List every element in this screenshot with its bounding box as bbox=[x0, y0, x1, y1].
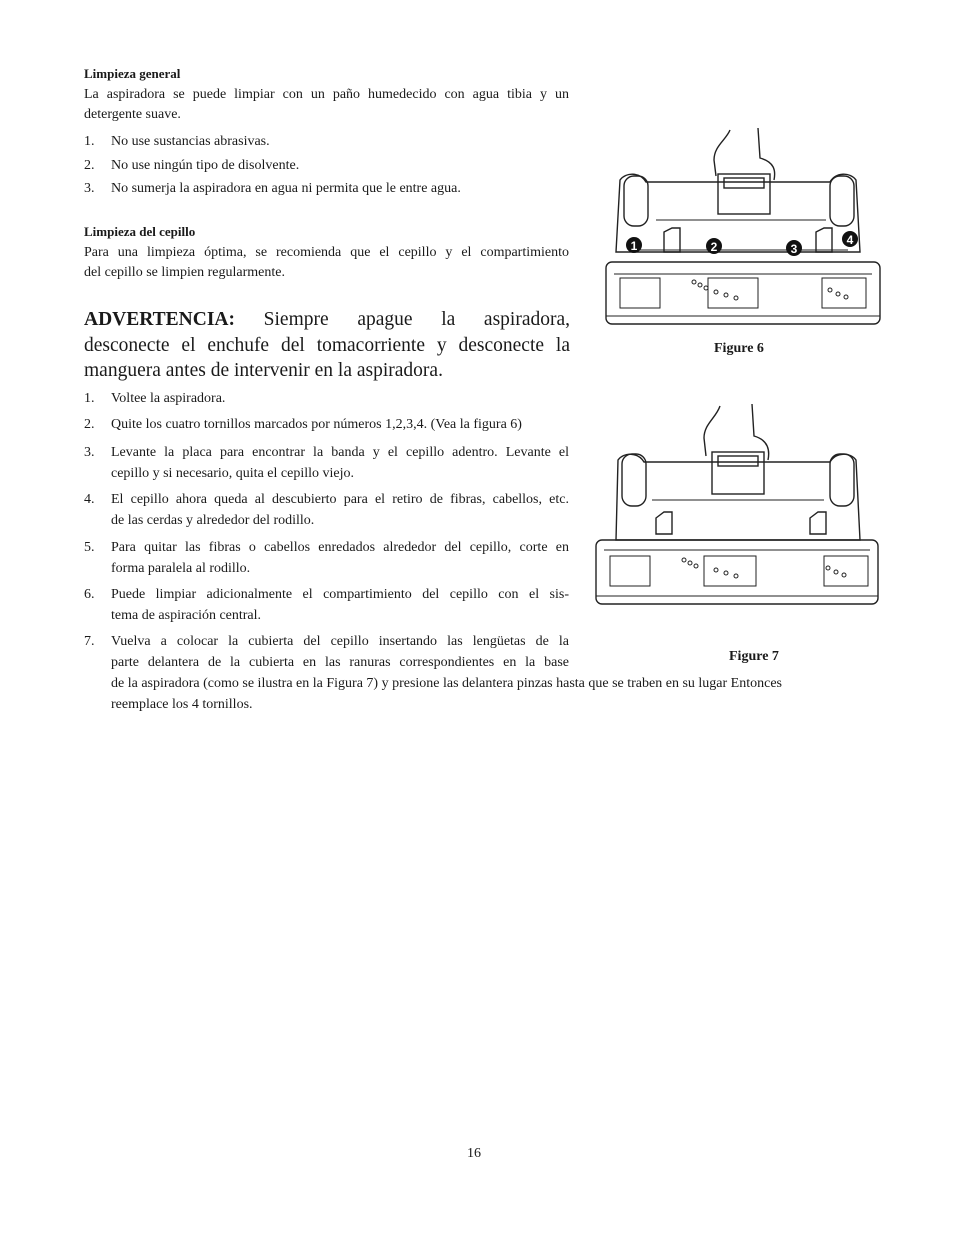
screw-marker-2 bbox=[706, 238, 722, 254]
svg-text:4: 4 bbox=[846, 233, 854, 247]
screw-marker-4 bbox=[842, 231, 858, 247]
warning-block: ADVERTENCIA: Siempre apague la aspiradora, desconecte el enchufe del tomacorriente y desconecte la manguera antes de intervenir en la aspiradora. bbox=[84, 309, 571, 381]
general-cleaning-paragraph: La aspiradora se puede limpiar con un paño humedecido con agua tibia y un detergente suave. bbox=[84, 87, 569, 122]
list-item: 3. No sumerja la aspiradora en agua ni permita que le entre agua. bbox=[84, 181, 461, 196]
page-number: 16 bbox=[467, 1146, 481, 1161]
screw-marker-3 bbox=[786, 240, 802, 256]
svg-text:2: 2 bbox=[710, 240, 718, 254]
figure-7-caption: Figure 7 bbox=[729, 649, 779, 664]
svg-text:3: 3 bbox=[790, 242, 798, 256]
brush-cleaning-paragraph: Para una limpieza óptima, se recomienda que el cepillo y el compartimiento del cepillo se limpien regularmente. bbox=[84, 245, 569, 280]
figure-6-vacuum-underside bbox=[598, 120, 888, 330]
figure-6-caption: Figure 6 bbox=[714, 341, 764, 356]
list-item: 1. No use sustancias abrasivas. bbox=[84, 134, 270, 149]
section-heading-general-cleaning: Limpieza general bbox=[84, 66, 181, 81]
section-heading-brush-cleaning: Limpieza del cepillo bbox=[84, 224, 196, 239]
figure-7-vacuum-underside bbox=[592, 400, 882, 610]
svg-text:1: 1 bbox=[630, 239, 638, 253]
screw-marker-1 bbox=[626, 237, 642, 253]
list-item: 2. No use ningún tipo de disolvente. bbox=[84, 158, 300, 173]
warning-label: ADVERTENCIA: bbox=[84, 309, 235, 330]
